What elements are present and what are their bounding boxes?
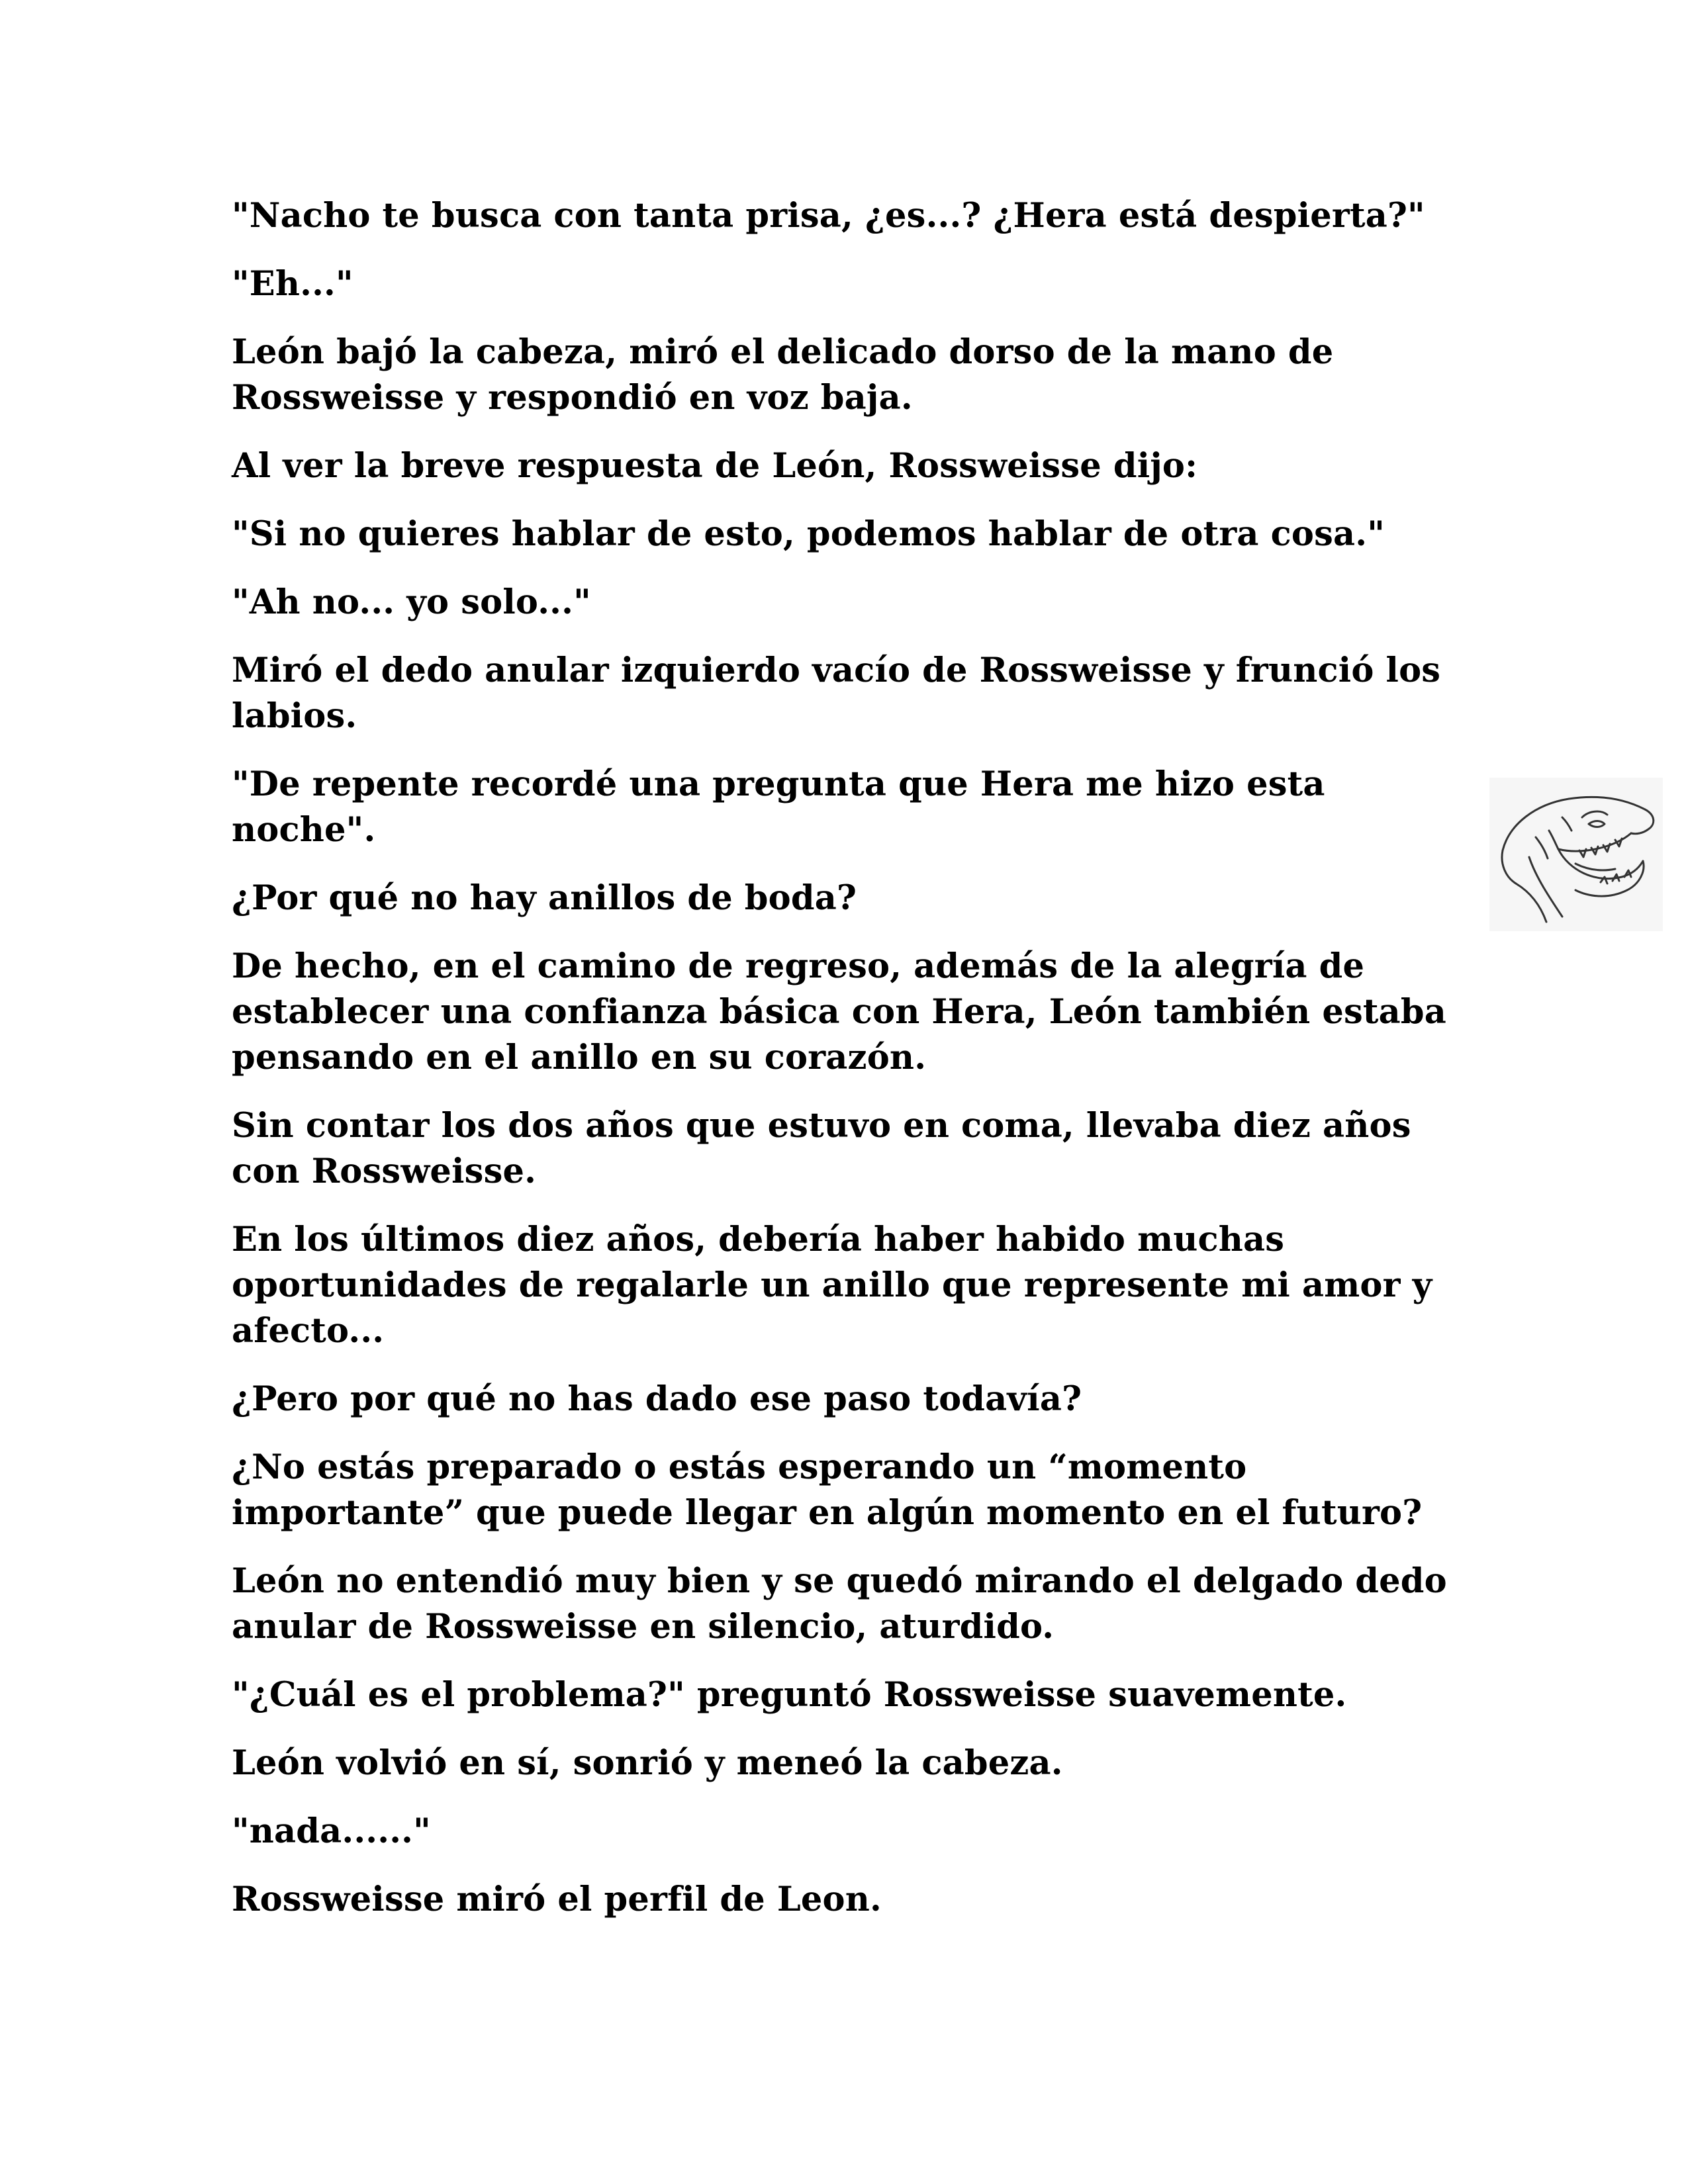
- body-text: [232, 193, 1476, 1945]
- paragraph-16: "¿Cuál es el problema?" preguntó Rossweisse suavemente.: [232, 1675, 1347, 1715]
- paragraph-12: En los últimos diez años, debería haber habido muchas oportunidades de regalarle un anillo que represente mi amor y afecto...: [232, 1220, 1432, 1351]
- paragraph-19: Rossweisse miró el perfil de Leon.: [232, 1880, 882, 1919]
- paragraph-18: "nada......": [232, 1811, 431, 1851]
- paragraph-7: Miró el dedo anular izquierdo vacío de Rossweisse y frunció los labios.: [232, 651, 1441, 736]
- dinosaur-head-sketch-icon: [1489, 778, 1663, 931]
- paragraph-3: León bajó la cabeza, miró el delicado dorso de la mano de Rossweisse y respondió en voz baja.: [232, 332, 1334, 418]
- paragraph-6: "Ah no... yo solo...": [232, 582, 591, 622]
- paragraph-17: León volvió en sí, sonrió y meneó la cabeza.: [232, 1743, 1063, 1783]
- paragraph-10: De hecho, en el camino de regreso, además de la alegría de establecer una confianza básica con Hera, León también estaba pensando en el anillo en su corazón.: [232, 946, 1447, 1077]
- paragraph-15: León no entendió muy bien y se quedó mirando el delgado dedo anular de Rossweisse en silencio, aturdido.: [232, 1561, 1447, 1647]
- paragraph-14: ¿No estás preparado o estás esperando un “momento importante” que puede llegar en algún momento en el futuro?: [232, 1447, 1423, 1533]
- paragraph-4: Al ver la breve respuesta de León, Rossweisse dijo:: [232, 446, 1198, 486]
- paragraph-8: "De repente recordé una pregunta que Hera me hizo esta noche".: [232, 764, 1325, 850]
- paragraph-1: "Nacho te busca con tanta prisa, ¿es...? ¿Hera está despierta?": [232, 196, 1425, 236]
- paragraph-2: "Eh...": [232, 264, 353, 304]
- paragraph-13: ¿Pero por qué no has dado ese paso todavía?: [232, 1379, 1082, 1419]
- paragraph-5: "Si no quieres hablar de esto, podemos hablar de otra cosa.": [232, 514, 1385, 554]
- paragraph-11: Sin contar los dos años que estuvo en coma, llevaba diez años con Rossweisse.: [232, 1106, 1411, 1191]
- paragraph-9: ¿Por qué no hay anillos de boda?: [232, 878, 857, 918]
